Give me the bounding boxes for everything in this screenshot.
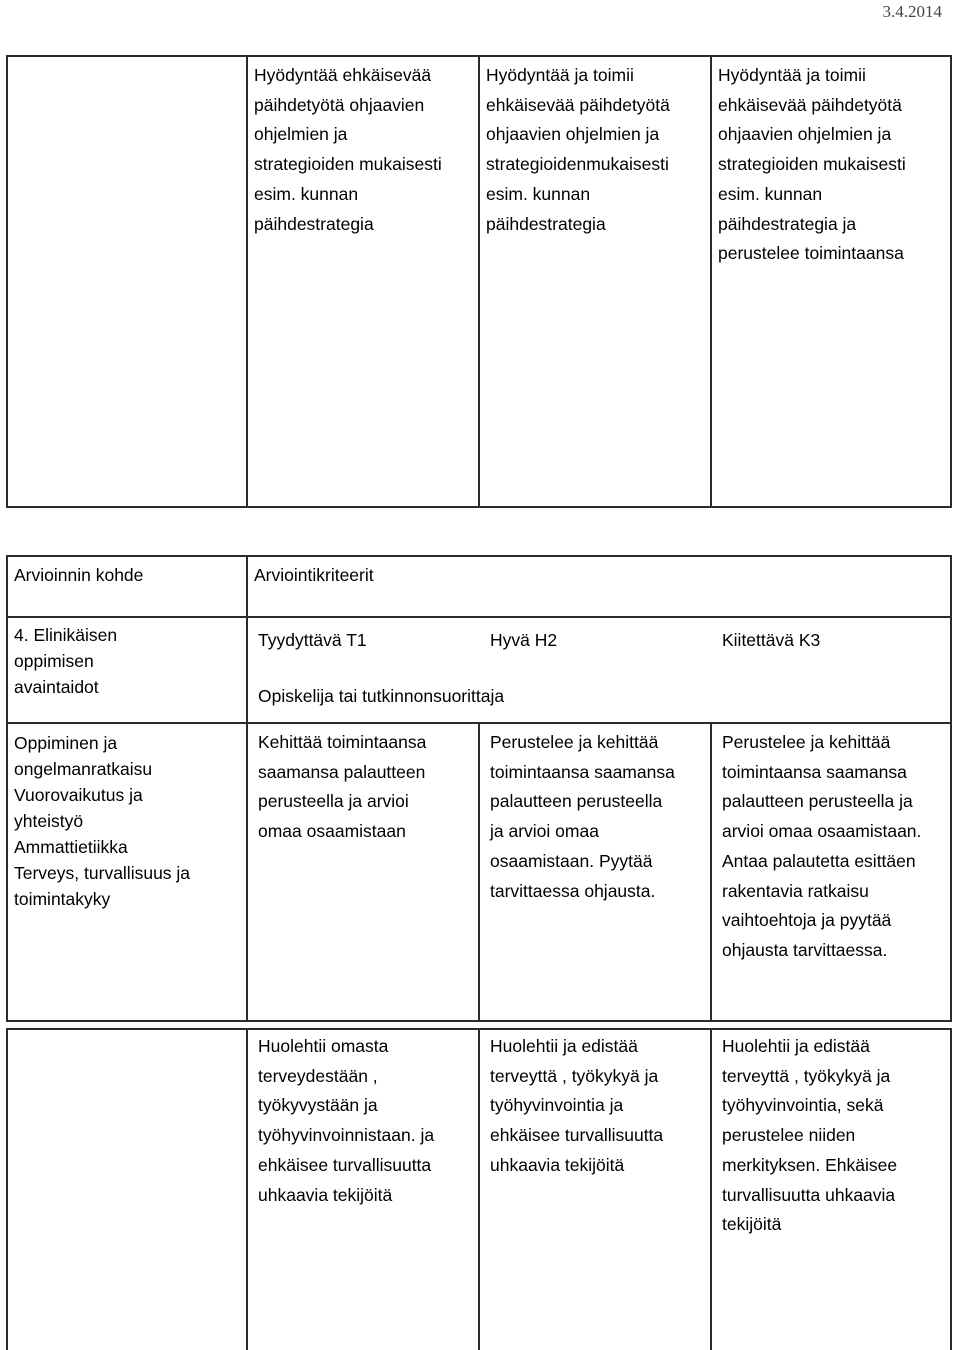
cell-line: ehkäisevää päihdetyötä <box>718 94 902 115</box>
cell-line: toimintakyky <box>14 889 111 909</box>
cell-line: toimintaansa saamansa <box>722 761 907 782</box>
assessment-target-cell <box>7 723 247 1021</box>
cell-line: ohjaavien ohjelmien ja <box>718 124 892 145</box>
cell-line: ja arvioi omaa <box>490 821 599 842</box>
cell-line: Ammattietiikka <box>14 837 128 857</box>
assessment-table <box>6 555 952 1022</box>
table-row <box>7 1029 951 1350</box>
criteria-cell-k3 <box>711 56 951 507</box>
cell-line: terveyttä , työkykyä ja <box>490 1065 659 1086</box>
page-date: 3.4.2014 <box>882 2 942 21</box>
cell-line: ehkäisee turvallisuutta <box>490 1125 664 1146</box>
table-row <box>7 723 951 1021</box>
cell-line: terveydestään , <box>258 1065 378 1086</box>
cell-line: Hyödyntää ja toimii <box>486 65 634 85</box>
cell-line: arvioi omaa osaamistaan. <box>722 821 922 842</box>
cell-line: strategioiden mukaisesti <box>254 154 442 175</box>
criteria-cell-k3 <box>711 723 951 1021</box>
cell-line: terveyttä , työkykyä ja <box>722 1065 891 1086</box>
cell-line: Huolehtii ja edistää <box>722 1036 870 1056</box>
cell-line: Vuorovaikutus ja <box>14 785 143 805</box>
empty-target-cell <box>7 56 247 507</box>
cell-line: palautteen perusteella ja <box>722 791 913 812</box>
table-header-row <box>7 556 951 617</box>
cell-line: tekijöitä <box>722 1214 782 1235</box>
cell-line: ehkäisee turvallisuutta <box>258 1154 432 1175</box>
cell-line: tarvittaessa ohjausta. <box>490 880 656 901</box>
grade-k3-label: Kiitettävä K3 <box>722 630 821 650</box>
cell-line: esim. kunnan <box>254 183 359 204</box>
criteria-cell-t1 <box>247 56 479 507</box>
cell-line: työhyvinvoinnistaan. ja <box>258 1125 435 1146</box>
subject-label: Opiskelija tai tutkinnonsuorittaja <box>258 686 505 706</box>
grade-t1-label: Tyydyttävä T1 <box>258 630 367 650</box>
cell-line: esim. kunnan <box>718 183 823 204</box>
table-subheader-row <box>7 617 951 723</box>
cell-line: työkyvystään ja <box>258 1095 378 1116</box>
cell-line: omaa osaamistaan <box>258 821 406 842</box>
cell-line: päihdestrategia <box>254 213 374 234</box>
cell-line: Kehittää toimintaansa <box>258 732 427 752</box>
cell-line: työhyvinvointia ja <box>490 1095 624 1116</box>
empty-target-cell <box>7 1029 247 1350</box>
cell-line: Hyödyntää ehkäisevää <box>254 65 432 85</box>
cell-line: oppimisen <box>14 651 94 671</box>
cell-line: työhyvinvointia, sekä <box>722 1095 884 1116</box>
criteria-cell-t1 <box>247 723 479 1021</box>
cell-line: toimintaansa saamansa <box>490 761 675 782</box>
cell-line: rakentavia ratkaisu <box>722 880 869 901</box>
cell-line: 4. Elinikäisen <box>14 625 118 645</box>
cell-line: päihdestrategia ja <box>718 213 857 234</box>
cell-line: Huolehtii ja edistää <box>490 1036 638 1056</box>
criteria-next-table <box>6 1028 952 1350</box>
cell-line: osaamistaan. Pyytää <box>490 850 653 871</box>
cell-line: Hyödyntää ja toimii <box>718 65 866 85</box>
grade-scale-cell <box>247 617 951 723</box>
criteria-continuation-table <box>6 55 952 508</box>
cell-line: uhkaavia tekijöitä <box>258 1184 393 1205</box>
cell-line: perustelee toimintaansa <box>718 243 904 264</box>
table-row <box>7 56 951 507</box>
cell-line: turvallisuutta uhkaavia <box>722 1184 896 1205</box>
cell-line: saamansa palautteen <box>258 761 426 782</box>
cell-line: esim. kunnan <box>486 183 591 204</box>
cell-line: perusteella ja arvioi <box>258 791 409 812</box>
cell-line: ohjausta tarvittaessa. <box>722 939 888 960</box>
cell-line: palautteen perusteella <box>490 791 663 812</box>
cell-line: yhteistyö <box>14 811 84 831</box>
criteria-cell-h2 <box>479 1029 711 1350</box>
cell-line: merkityksen. Ehkäisee <box>722 1154 898 1175</box>
cell-line: avaintaidot <box>14 677 99 697</box>
criteria-cell-t1 <box>247 1029 479 1350</box>
criteria-cell-h2 <box>479 723 711 1021</box>
cell-line: ohjelmien ja <box>254 124 348 145</box>
grade-h2-label: Hyvä H2 <box>490 630 558 650</box>
cell-line: uhkaavia tekijöitä <box>490 1154 625 1175</box>
header-criteria: Arviointikriteerit <box>247 556 951 617</box>
criteria-cell-h2 <box>479 56 711 507</box>
cell-line: Huolehtii omasta <box>258 1036 389 1056</box>
header-target: Arvioinnin kohde <box>7 556 247 617</box>
cell-line: Antaa palautetta esittäen <box>722 850 916 871</box>
cell-line: perustelee niiden <box>722 1125 856 1146</box>
cell-line: ohjaavien ohjelmien ja <box>486 124 660 145</box>
cell-line: päihdestrategia <box>486 213 606 234</box>
cell-line: ongelmanratkaisu <box>14 759 153 779</box>
cell-line: vaihtoehtoja ja pyytää <box>722 910 892 931</box>
competence-title <box>7 617 247 723</box>
cell-line: Oppiminen ja <box>14 733 118 753</box>
criteria-cell-k3 <box>711 1029 951 1350</box>
cell-line: ehkäisevää päihdetyötä <box>486 94 670 115</box>
cell-line: Perustelee ja kehittää <box>490 732 659 752</box>
cell-line: Terveys, turvallisuus ja <box>14 863 191 883</box>
cell-line: päihdetyötä ohjaavien <box>254 94 425 115</box>
cell-line: strategioiden mukaisesti <box>718 154 906 175</box>
cell-line: Perustelee ja kehittää <box>722 732 891 752</box>
cell-line: strategioidenmukaisesti <box>486 154 669 175</box>
